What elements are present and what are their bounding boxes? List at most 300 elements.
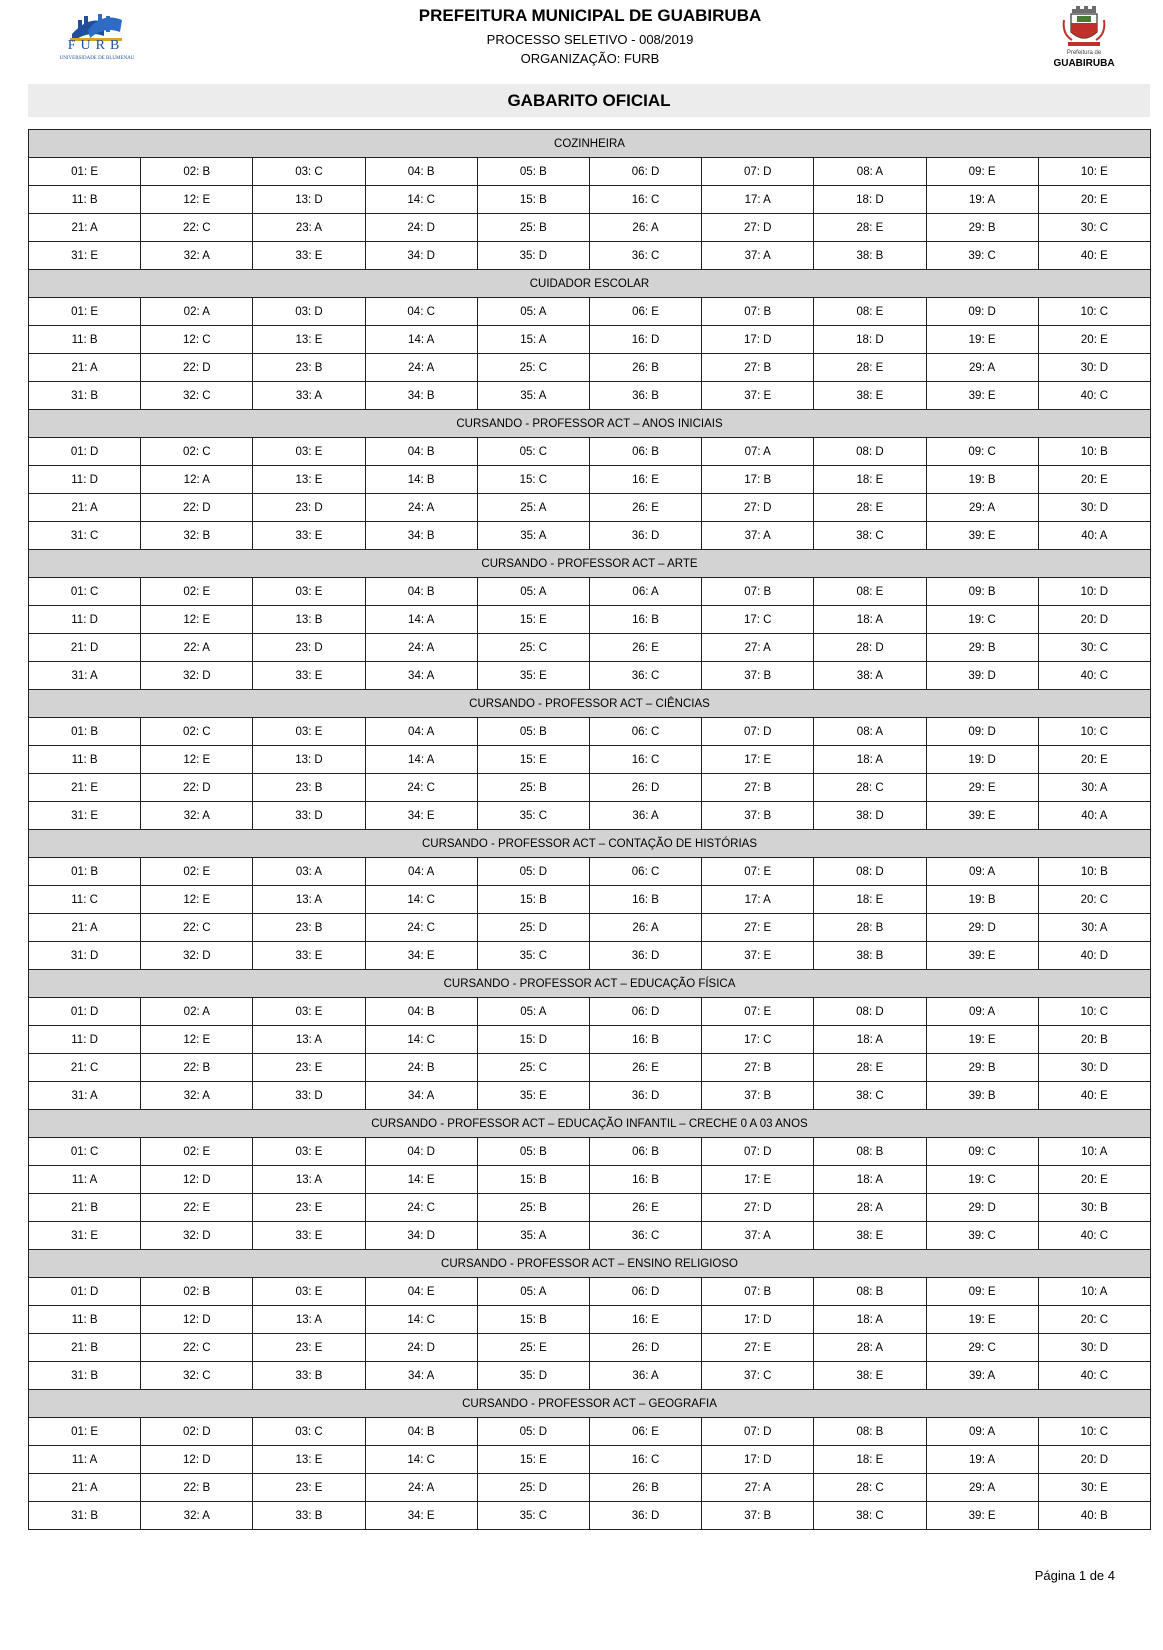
- answer-cell: 21: E: [29, 774, 141, 802]
- crest-icon: [1050, 4, 1118, 50]
- answer-cell: 19: B: [926, 886, 1038, 914]
- answer-cell: 01: D: [29, 998, 141, 1026]
- answer-cell: 11: B: [29, 326, 141, 354]
- answer-row: [29, 466, 1151, 494]
- answer-cell: 20: D: [1038, 606, 1150, 634]
- answer-cell: 32: A: [141, 242, 253, 270]
- answer-cell: 27: E: [702, 1334, 814, 1362]
- answer-cell: 04: B: [365, 998, 477, 1026]
- answer-cell: 37: B: [702, 1082, 814, 1110]
- answer-cell: 12: E: [141, 606, 253, 634]
- answer-cell: 21: A: [29, 914, 141, 942]
- answer-row: [29, 186, 1151, 214]
- answer-cell: 17: A: [702, 886, 814, 914]
- answer-cell: 06: D: [589, 1278, 701, 1306]
- answer-cell: 02: B: [141, 158, 253, 186]
- answer-cell: 36: C: [589, 242, 701, 270]
- answer-cell: 34: A: [365, 1362, 477, 1390]
- answer-cell: 09: E: [926, 158, 1038, 186]
- answer-cell: 07: B: [702, 298, 814, 326]
- answer-cell: 13: B: [253, 606, 365, 634]
- answer-cell: 07: E: [702, 998, 814, 1026]
- answer-cell: 35: C: [477, 1502, 589, 1530]
- answer-cell: 27: D: [702, 1194, 814, 1222]
- answer-cell: 31: B: [29, 382, 141, 410]
- answer-cell: 31: E: [29, 242, 141, 270]
- answer-cell: 18: A: [814, 746, 926, 774]
- answer-cell: 22: C: [141, 914, 253, 942]
- answer-cell: 21: B: [29, 1194, 141, 1222]
- answer-cell: 09: C: [926, 438, 1038, 466]
- answer-cell: 29: A: [926, 1474, 1038, 1502]
- answer-cell: 36: A: [589, 802, 701, 830]
- answer-cell: 35: A: [477, 1222, 589, 1250]
- answer-cell: 38: C: [814, 522, 926, 550]
- answer-cell: 40: C: [1038, 1362, 1150, 1390]
- answer-cell: 38: C: [814, 1502, 926, 1530]
- answer-cell: 01: E: [29, 158, 141, 186]
- answer-cell: 24: B: [365, 1054, 477, 1082]
- answer-cell: 17: C: [702, 606, 814, 634]
- answer-cell: 02: E: [141, 1138, 253, 1166]
- answer-row: [29, 1418, 1151, 1446]
- answer-cell: 26: E: [589, 634, 701, 662]
- answer-cell: 13: A: [253, 1166, 365, 1194]
- answer-cell: 20: E: [1038, 186, 1150, 214]
- section-title: CURSANDO - PROFESSOR ACT – GEOGRAFIA: [29, 1390, 1151, 1418]
- answer-cell: 20: C: [1038, 886, 1150, 914]
- answer-cell: 29: C: [926, 1334, 1038, 1362]
- answer-cell: 04: D: [365, 1138, 477, 1166]
- answer-row: [29, 606, 1151, 634]
- answer-cell: 29: B: [926, 1054, 1038, 1082]
- section-header-row: [29, 1250, 1151, 1278]
- answer-row: [29, 1446, 1151, 1474]
- answer-row: [29, 1362, 1151, 1390]
- answer-cell: 14: C: [365, 886, 477, 914]
- answer-cell: 34: A: [365, 662, 477, 690]
- answer-cell: 19: D: [926, 746, 1038, 774]
- answer-cell: 08: E: [814, 298, 926, 326]
- answer-cell: 26: D: [589, 774, 701, 802]
- answer-cell: 24: D: [365, 1334, 477, 1362]
- answer-cell: 20: E: [1038, 1166, 1150, 1194]
- answer-cell: 25: C: [477, 634, 589, 662]
- answer-cell: 37: E: [702, 382, 814, 410]
- answer-cell: 28: B: [814, 914, 926, 942]
- answer-cell: 33: D: [253, 802, 365, 830]
- answer-cell: 28: E: [814, 494, 926, 522]
- answer-cell: 25: B: [477, 214, 589, 242]
- answer-cell: 31: E: [29, 802, 141, 830]
- answer-cell: 40: D: [1038, 942, 1150, 970]
- answer-cell: 03: E: [253, 438, 365, 466]
- answer-cell: 23: D: [253, 494, 365, 522]
- answer-cell: 30: D: [1038, 1054, 1150, 1082]
- answer-cell: 02: D: [141, 1418, 253, 1446]
- answer-cell: 29: D: [926, 914, 1038, 942]
- answer-cell: 26: E: [589, 1194, 701, 1222]
- answer-cell: 06: A: [589, 578, 701, 606]
- section-title: CURSANDO - PROFESSOR ACT – EDUCAÇÃO INFANTIL – CRECHE 0 A 03 ANOS: [29, 1110, 1151, 1138]
- answer-cell: 02: E: [141, 858, 253, 886]
- answer-cell: 36: D: [589, 1082, 701, 1110]
- answer-cell: 05: A: [477, 1278, 589, 1306]
- answer-cell: 39: B: [926, 1082, 1038, 1110]
- answer-cell: 31: A: [29, 662, 141, 690]
- answer-cell: 08: D: [814, 438, 926, 466]
- answer-cell: 15: A: [477, 326, 589, 354]
- answer-cell: 28: E: [814, 1054, 926, 1082]
- answer-cell: 26: B: [589, 354, 701, 382]
- answer-cell: 40: B: [1038, 1502, 1150, 1530]
- answer-cell: 29: B: [926, 214, 1038, 242]
- furb-logo-text: FURB: [67, 38, 125, 53]
- answer-cell: 26: A: [589, 214, 701, 242]
- answer-cell: 05: C: [477, 438, 589, 466]
- answer-cell: 20: C: [1038, 1306, 1150, 1334]
- answer-cell: 07: E: [702, 858, 814, 886]
- answer-cell: 35: A: [477, 522, 589, 550]
- answer-cell: 07: D: [702, 718, 814, 746]
- answer-cell: 02: C: [141, 438, 253, 466]
- answer-row: [29, 298, 1151, 326]
- section-title: CURSANDO - PROFESSOR ACT – ENSINO RELIGIOSO: [29, 1250, 1151, 1278]
- answer-cell: 24: C: [365, 774, 477, 802]
- answer-cell: 29: A: [926, 494, 1038, 522]
- answer-cell: 22: D: [141, 494, 253, 522]
- answer-cell: 37: B: [702, 802, 814, 830]
- answer-cell: 33: E: [253, 522, 365, 550]
- answer-cell: 34: E: [365, 1502, 477, 1530]
- answer-cell: 27: B: [702, 354, 814, 382]
- answer-cell: 23: B: [253, 774, 365, 802]
- answer-cell: 01: B: [29, 858, 141, 886]
- answer-cell: 24: C: [365, 1194, 477, 1222]
- answer-cell: 23: B: [253, 354, 365, 382]
- answer-cell: 31: C: [29, 522, 141, 550]
- answer-cell: 18: D: [814, 186, 926, 214]
- answer-cell: 16: D: [589, 326, 701, 354]
- answer-cell: 40: E: [1038, 242, 1150, 270]
- answer-cell: 08: E: [814, 578, 926, 606]
- answer-cell: 38: D: [814, 802, 926, 830]
- answer-cell: 22: D: [141, 354, 253, 382]
- guabiruba-crest: [1050, 4, 1118, 72]
- answer-cell: 30: E: [1038, 1474, 1150, 1502]
- answer-row: [29, 158, 1151, 186]
- answer-cell: 15: B: [477, 886, 589, 914]
- answer-cell: 22: B: [141, 1054, 253, 1082]
- answer-cell: 04: B: [365, 1418, 477, 1446]
- answer-row: [29, 494, 1151, 522]
- answer-cell: 14: C: [365, 1446, 477, 1474]
- answer-cell: 06: E: [589, 298, 701, 326]
- answer-cell: 05: B: [477, 718, 589, 746]
- answer-cell: 26: B: [589, 1474, 701, 1502]
- answer-cell: 29: D: [926, 1194, 1038, 1222]
- answer-cell: 23: E: [253, 1054, 365, 1082]
- answer-cell: 32: C: [141, 382, 253, 410]
- answer-cell: 19: E: [926, 1026, 1038, 1054]
- answer-cell: 25: B: [477, 1194, 589, 1222]
- section-header-row: [29, 410, 1151, 438]
- answer-cell: 14: C: [365, 186, 477, 214]
- answer-cell: 32: A: [141, 802, 253, 830]
- answer-cell: 10: A: [1038, 1138, 1150, 1166]
- answer-cell: 13: E: [253, 326, 365, 354]
- answer-cell: 10: E: [1038, 158, 1150, 186]
- answer-cell: 09: A: [926, 858, 1038, 886]
- answer-row: [29, 1474, 1151, 1502]
- answer-cell: 19: A: [926, 1446, 1038, 1474]
- answer-cell: 20: E: [1038, 326, 1150, 354]
- answer-cell: 36: C: [589, 662, 701, 690]
- answer-cell: 36: A: [589, 1362, 701, 1390]
- answer-cell: 30: A: [1038, 914, 1150, 942]
- header-titles: [300, 6, 880, 68]
- answer-cell: 32: B: [141, 522, 253, 550]
- answer-cell: 27: A: [702, 634, 814, 662]
- answer-cell: 21: A: [29, 214, 141, 242]
- answer-cell: 21: A: [29, 494, 141, 522]
- answer-cell: 17: B: [702, 466, 814, 494]
- answer-cell: 02: B: [141, 1278, 253, 1306]
- answer-cell: 03: D: [253, 298, 365, 326]
- answer-cell: 08: D: [814, 998, 926, 1026]
- answer-cell: 28: C: [814, 1474, 926, 1502]
- answer-row: [29, 886, 1151, 914]
- answer-row: [29, 438, 1151, 466]
- answer-cell: 06: C: [589, 718, 701, 746]
- gabarito-title-bar: GABARITO OFICIAL: [28, 84, 1150, 117]
- answer-cell: 09: B: [926, 578, 1038, 606]
- answer-cell: 10: C: [1038, 1418, 1150, 1446]
- answer-cell: 16: C: [589, 186, 701, 214]
- answer-key: [28, 129, 1151, 1530]
- answer-cell: 04: A: [365, 718, 477, 746]
- answer-cell: 15: C: [477, 466, 589, 494]
- answer-cell: 07: D: [702, 1418, 814, 1446]
- answer-cell: 16: B: [589, 886, 701, 914]
- answer-cell: 01: B: [29, 718, 141, 746]
- section-title: CURSANDO - PROFESSOR ACT – ANOS INICIAIS: [29, 410, 1151, 438]
- answer-cell: 14: B: [365, 466, 477, 494]
- answer-cell: 40: A: [1038, 802, 1150, 830]
- answer-row: [29, 1166, 1151, 1194]
- answer-cell: 22: A: [141, 634, 253, 662]
- answer-cell: 27: D: [702, 494, 814, 522]
- answer-cell: 24: A: [365, 1474, 477, 1502]
- answer-cell: 11: D: [29, 606, 141, 634]
- answer-row: [29, 914, 1151, 942]
- answer-cell: 08: A: [814, 158, 926, 186]
- answer-cell: 16: B: [589, 606, 701, 634]
- answer-cell: 12: A: [141, 466, 253, 494]
- answer-cell: 14: C: [365, 1306, 477, 1334]
- answer-cell: 01: D: [29, 1278, 141, 1306]
- answer-cell: 13: A: [253, 1026, 365, 1054]
- answer-cell: 26: D: [589, 1334, 701, 1362]
- answer-cell: 18: E: [814, 886, 926, 914]
- answer-cell: 33: E: [253, 1222, 365, 1250]
- answer-cell: 23: E: [253, 1194, 365, 1222]
- answer-cell: 08: D: [814, 858, 926, 886]
- answer-cell: 20: D: [1038, 1446, 1150, 1474]
- answer-cell: 21: B: [29, 1334, 141, 1362]
- page-header: [0, 0, 1163, 82]
- answer-cell: 30: A: [1038, 774, 1150, 802]
- answer-cell: 13: A: [253, 1306, 365, 1334]
- answer-cell: 31: B: [29, 1502, 141, 1530]
- answer-cell: 39: E: [926, 382, 1038, 410]
- answer-cell: 08: B: [814, 1138, 926, 1166]
- answer-cell: 21: A: [29, 1474, 141, 1502]
- answer-cell: 12: D: [141, 1446, 253, 1474]
- answer-cell: 38: E: [814, 382, 926, 410]
- answer-cell: 36: D: [589, 1502, 701, 1530]
- answer-row: [29, 774, 1151, 802]
- answer-cell: 02: A: [141, 998, 253, 1026]
- answer-row: [29, 354, 1151, 382]
- answer-row: [29, 662, 1151, 690]
- answer-cell: 17: C: [702, 1026, 814, 1054]
- answer-cell: 37: B: [702, 1502, 814, 1530]
- answer-cell: 03: C: [253, 1418, 365, 1446]
- section-header-row: [29, 130, 1151, 158]
- answer-cell: 20: E: [1038, 466, 1150, 494]
- answer-cell: 32: A: [141, 1082, 253, 1110]
- answer-cell: 06: B: [589, 1138, 701, 1166]
- answer-cell: 24: A: [365, 494, 477, 522]
- answer-cell: 34: E: [365, 942, 477, 970]
- answer-cell: 19: C: [926, 606, 1038, 634]
- answer-cell: 17: D: [702, 326, 814, 354]
- answer-cell: 02: A: [141, 298, 253, 326]
- answer-cell: 19: E: [926, 326, 1038, 354]
- answer-cell: 09: E: [926, 1278, 1038, 1306]
- answer-cell: 15: E: [477, 1446, 589, 1474]
- answer-cell: 30: C: [1038, 634, 1150, 662]
- answer-cell: 39: E: [926, 522, 1038, 550]
- answer-cell: 13: D: [253, 746, 365, 774]
- answer-cell: 34: B: [365, 382, 477, 410]
- answer-cell: 12: C: [141, 326, 253, 354]
- answer-cell: 28: D: [814, 634, 926, 662]
- answer-cell: 39: C: [926, 242, 1038, 270]
- answer-cell: 16: C: [589, 746, 701, 774]
- answer-cell: 18: A: [814, 1306, 926, 1334]
- answer-cell: 27: E: [702, 914, 814, 942]
- crest-text: GUABIRUBA: [1053, 58, 1115, 69]
- answer-cell: 31: D: [29, 942, 141, 970]
- answer-cell: 28: A: [814, 1334, 926, 1362]
- section-title: CURSANDO - PROFESSOR ACT – EDUCAÇÃO FÍSICA: [29, 970, 1151, 998]
- answer-cell: 18: E: [814, 1446, 926, 1474]
- answer-cell: 22: C: [141, 1334, 253, 1362]
- answer-cell: 16: E: [589, 1306, 701, 1334]
- furb-logo: [58, 8, 138, 68]
- answer-row: [29, 382, 1151, 410]
- answer-cell: 32: A: [141, 1502, 253, 1530]
- answer-cell: 30: D: [1038, 1334, 1150, 1362]
- answer-cell: 03: E: [253, 578, 365, 606]
- answer-cell: 38: A: [814, 662, 926, 690]
- answer-cell: 04: B: [365, 158, 477, 186]
- answer-cell: 19: C: [926, 1166, 1038, 1194]
- answer-cell: 21: A: [29, 354, 141, 382]
- answer-table: [28, 129, 1151, 1530]
- answer-cell: 25: B: [477, 774, 589, 802]
- answer-row: [29, 1278, 1151, 1306]
- answer-cell: 27: B: [702, 774, 814, 802]
- answer-cell: 30: B: [1038, 1194, 1150, 1222]
- answer-row: [29, 1054, 1151, 1082]
- answer-cell: 17: D: [702, 1446, 814, 1474]
- answer-cell: 33: E: [253, 662, 365, 690]
- answer-cell: 14: A: [365, 326, 477, 354]
- answer-cell: 38: E: [814, 1362, 926, 1390]
- answer-cell: 11: C: [29, 886, 141, 914]
- answer-cell: 28: E: [814, 354, 926, 382]
- answer-cell: 33: A: [253, 382, 365, 410]
- answer-cell: 11: D: [29, 1026, 141, 1054]
- answer-cell: 11: B: [29, 186, 141, 214]
- answer-cell: 40: C: [1038, 382, 1150, 410]
- answer-cell: 31: A: [29, 1082, 141, 1110]
- answer-cell: 24: D: [365, 214, 477, 242]
- answer-cell: 32: C: [141, 1362, 253, 1390]
- process-subtitle: PROCESSO SELETIVO - 008/2019: [486, 32, 694, 47]
- answer-cell: 24: A: [365, 354, 477, 382]
- answer-cell: 23: D: [253, 634, 365, 662]
- answer-cell: 37: E: [702, 942, 814, 970]
- answer-cell: 09: C: [926, 1138, 1038, 1166]
- answer-cell: 15: E: [477, 746, 589, 774]
- answer-cell: 35: E: [477, 1082, 589, 1110]
- answer-cell: 28: E: [814, 214, 926, 242]
- answer-cell: 12: E: [141, 186, 253, 214]
- answer-cell: 04: B: [365, 578, 477, 606]
- answer-cell: 04: E: [365, 1278, 477, 1306]
- answer-cell: 10: C: [1038, 998, 1150, 1026]
- page-number: Página 1 de 4: [1034, 1568, 1115, 1583]
- answer-row: [29, 746, 1151, 774]
- answer-cell: 12: E: [141, 886, 253, 914]
- answer-cell: 40: C: [1038, 662, 1150, 690]
- answer-row: [29, 1334, 1151, 1362]
- section-title: CURSANDO - PROFESSOR ACT – CONTAÇÃO DE HISTÓRIAS: [29, 830, 1151, 858]
- organization-label: ORGANIZAÇÃO: FURB: [520, 51, 660, 66]
- answer-cell: 06: E: [589, 1418, 701, 1446]
- answer-cell: 13: E: [253, 1446, 365, 1474]
- answer-cell: 27: D: [702, 214, 814, 242]
- answer-cell: 28: A: [814, 1194, 926, 1222]
- answer-cell: 37: A: [702, 1222, 814, 1250]
- answer-cell: 35: C: [477, 802, 589, 830]
- answer-cell: 20: B: [1038, 1026, 1150, 1054]
- answer-cell: 02: E: [141, 578, 253, 606]
- answer-cell: 22: E: [141, 1194, 253, 1222]
- page-title: PREFEITURA MUNICIPAL DE GUABIRUBA: [418, 6, 762, 25]
- answer-cell: 17: D: [702, 1306, 814, 1334]
- answer-cell: 37: A: [702, 242, 814, 270]
- answer-cell: 27: B: [702, 1054, 814, 1082]
- answer-cell: 23: B: [253, 914, 365, 942]
- answer-cell: 12: E: [141, 1026, 253, 1054]
- answer-row: [29, 1082, 1151, 1110]
- answer-cell: 38: B: [814, 942, 926, 970]
